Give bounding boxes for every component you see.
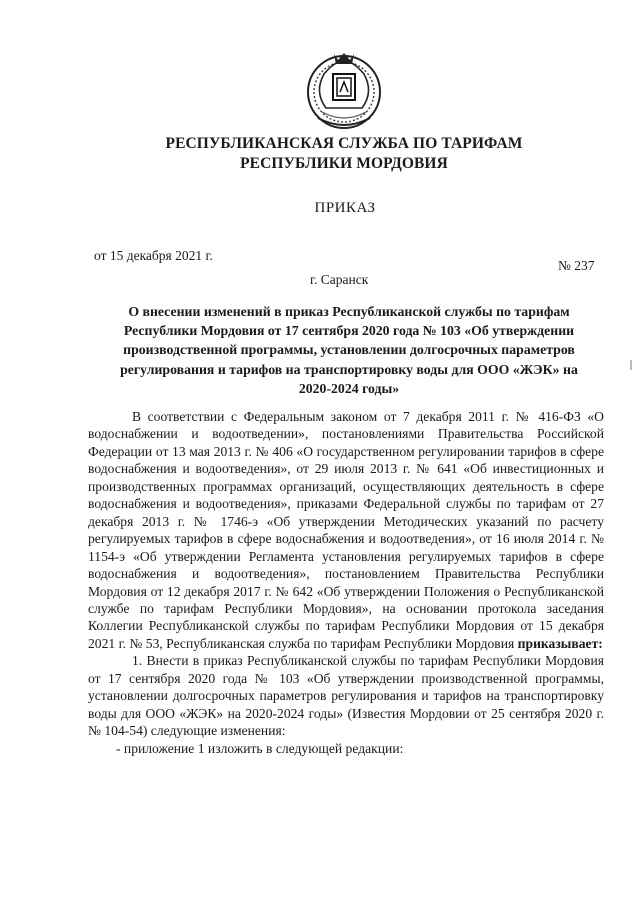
document-type: ПРИКАЗ [314,200,376,216]
body-paragraph-2: 1. Внести в приказ Республиканской службы по тарифам Республики Мордовия от 17 сентября 2020 года № 103 «Об утверждении производственной программы, установлении долгосрочных параметров регулирования и тарифов на транспортировку воды для ООО «ЖЭК» на 2020-2024 годы» (Известия Мордовии от 25 сентября 2020 г. № 104-54) следующие изменения: [88,653,604,739]
body-paragraph-1-bold: приказывает: [517,635,603,651]
organization-title-line2: РЕСПУБЛИКИ МОРДОВИЯ [240,155,448,172]
document-subject: О внесении изменений в приказ Республиканской службы по тарифам Республики Мордовия от 17 сентября 2020 года № 103 «Об утверждении производственной программы, установлении долгосрочных параметров регулирования и тарифов на транспортировку воды для ООО «ЖЭК» на 2020-2024 годы» [120,304,578,396]
document-number: № 237 [558,258,595,273]
organization-title-line1: РЕСПУБЛИКАНСКАЯ СЛУЖБА ПО ТАРИФАМ [165,135,523,152]
body-paragraph-3: - приложение 1 изложить в следующей редакции: [116,740,404,756]
body-paragraph-1 [88,408,604,652]
document-body [88,408,604,757]
scan-mark [630,360,632,370]
document-date: от 15 декабря 2021 г. [94,248,213,263]
organization-title [100,134,588,174]
body-paragraph-1-text: В соответствии с Федеральным законом от 7 декабря 2011 г. № 416-ФЗ «О водоснабжении и водоотведении», постановлениями Правительства Российской Федерации от 13 мая 2013 г. № 406 «О государственном регулировании тарифов в сфере водоснабжения и водоотведения», от 29 июля 2013 г. № 641 «Об инвестиционных и производственных программах организаций, осуществляющих деятельность в сфере водоснабжения и водоотведения», приказами Федеральной службы по тарифам от 27 декабря 2013 г. № 1746-э «Об утверждении Методических указаний по расчету регулируемых тарифов в сфере водоснабжения и водоотведения», от 16 июля 2014 г. № 1154-э «Об утверждении Регламента установления регулируемых тарифов в сфере водоснабжения и водоотведения», постановлением Правительства Республики Мордовия от 12 декабря 2017 г. № 642 «Об утверждении Положения о Республиканской службе по тарифам Республики Мордовия», на основании протокола заседания Коллегии Республиканской службы по тарифам Республики Мордовия от 15 декабря 2021 г. № 53, Республиканская служба по тарифам Республики Мордовия [88,409,604,651]
coat-of-arms-emblem [304,48,384,134]
document-city: г. Саранск [310,272,369,287]
